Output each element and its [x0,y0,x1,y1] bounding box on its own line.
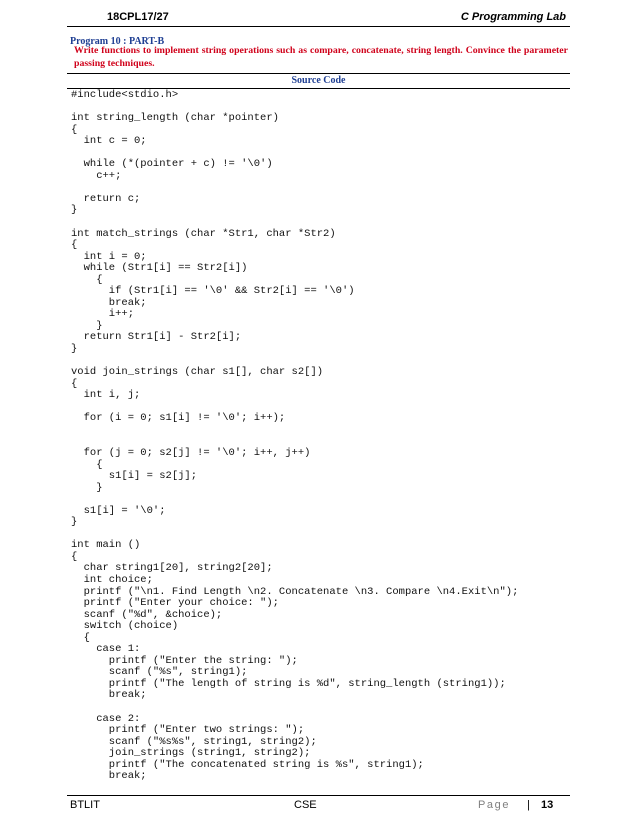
header-course-code: 18CPL17/27 [107,11,169,23]
code-line: printf ("Enter two strings: "); [71,724,305,737]
code-line: for (i = 0; s1[i] != '\0'; i++); [71,412,286,425]
code-line: for (j = 0; s2[j] != '\0'; i++, j++) [71,446,311,459]
code-line: } [71,204,78,217]
code-line: s1[i] = s2[j]; [71,470,198,483]
code-line: { [71,377,78,390]
program-description: Write functions to implement string operations such as compare, concatenate, string length. Convince the parameter passing techniques. [74,45,568,69]
code-line: } [71,343,78,356]
code-line [71,529,571,541]
code-line [71,425,571,437]
code-line: return Str1[i] - Str2[i]; [71,331,242,344]
code-line: int choice; [71,573,153,586]
code-line: int i = 0; [71,250,147,263]
code-line: c++; [71,169,122,182]
code-line: join_strings (string1, string2); [71,747,311,760]
code-line: return c; [71,192,141,205]
code-line: int string_length (char *pointer) [71,112,279,125]
source-divider-top [67,73,570,74]
code-line: } [71,481,103,494]
code-line: case 1: [71,643,141,656]
code-line: { [71,631,90,644]
code-line: printf ("The length of string is %d", string_length (string1)); [71,677,506,690]
code-line: int main () [71,539,141,552]
code-line: { [71,239,78,252]
code-line: scanf ("%s", string1); [71,666,248,679]
footer-divider [67,795,570,796]
code-line: printf ("Enter the string: "); [71,654,298,667]
code-line: #include<stdio.h> [71,89,179,101]
code-line [71,702,571,714]
code-line: } [71,516,78,529]
code-line: { [71,123,78,136]
code-line: int c = 0; [71,135,147,148]
code-line: switch (choice) [71,620,179,633]
code-line: printf ("Enter your choice: "); [71,597,279,610]
program-title: Program 10 : PART-B [70,36,165,47]
code-line: while (*(pointer + c) != '\0') [71,158,273,171]
header-course-title: C Programming Lab [460,11,566,23]
code-line: if (Str1[i] == '\0' && Str2[i] == '\0') [71,285,355,298]
source-code-label: Source Code [291,75,346,86]
code-line: break; [71,770,147,783]
code-line: case 2: [71,712,141,725]
code-line: int i, j; [71,389,141,402]
code-line: break; [71,296,147,309]
code-line: s1[i] = '\0'; [71,504,166,517]
code-line: { [71,273,103,286]
code-line: while (Str1[i] == Str2[i]) [71,262,248,275]
footer-page-number: 13 [541,799,554,811]
code-line: i++; [71,308,135,321]
code-line [71,494,571,506]
code-line: break; [71,689,147,702]
code-line [71,182,571,194]
code-line: { [71,550,78,563]
code-line: char string1[20], string2[20]; [71,562,273,575]
code-line [71,217,571,229]
footer-institution: BTLIT [70,799,100,811]
code-line: scanf ("%s%s", string1, string2); [71,735,317,748]
code-line: printf ("\n1. Find Length \n2. Concatenate \n3. Compare \n4.Exit\n"); [71,585,519,598]
code-line: } [71,319,103,332]
code-block [71,90,571,783]
code-line: scanf ("%d", &choice); [71,608,223,621]
footer-separator: | [527,799,530,811]
footer-page-label: Page [478,799,511,811]
code-line: printf ("The concatenated string is %s", string1); [71,758,424,771]
header-divider [67,26,570,27]
footer-department: CSE [294,799,317,811]
code-line: { [71,458,103,471]
code-line: int match_strings (char *Str1, char *Str2) [71,227,336,240]
code-line: void join_strings (char s1[], char s2[]) [71,366,324,379]
